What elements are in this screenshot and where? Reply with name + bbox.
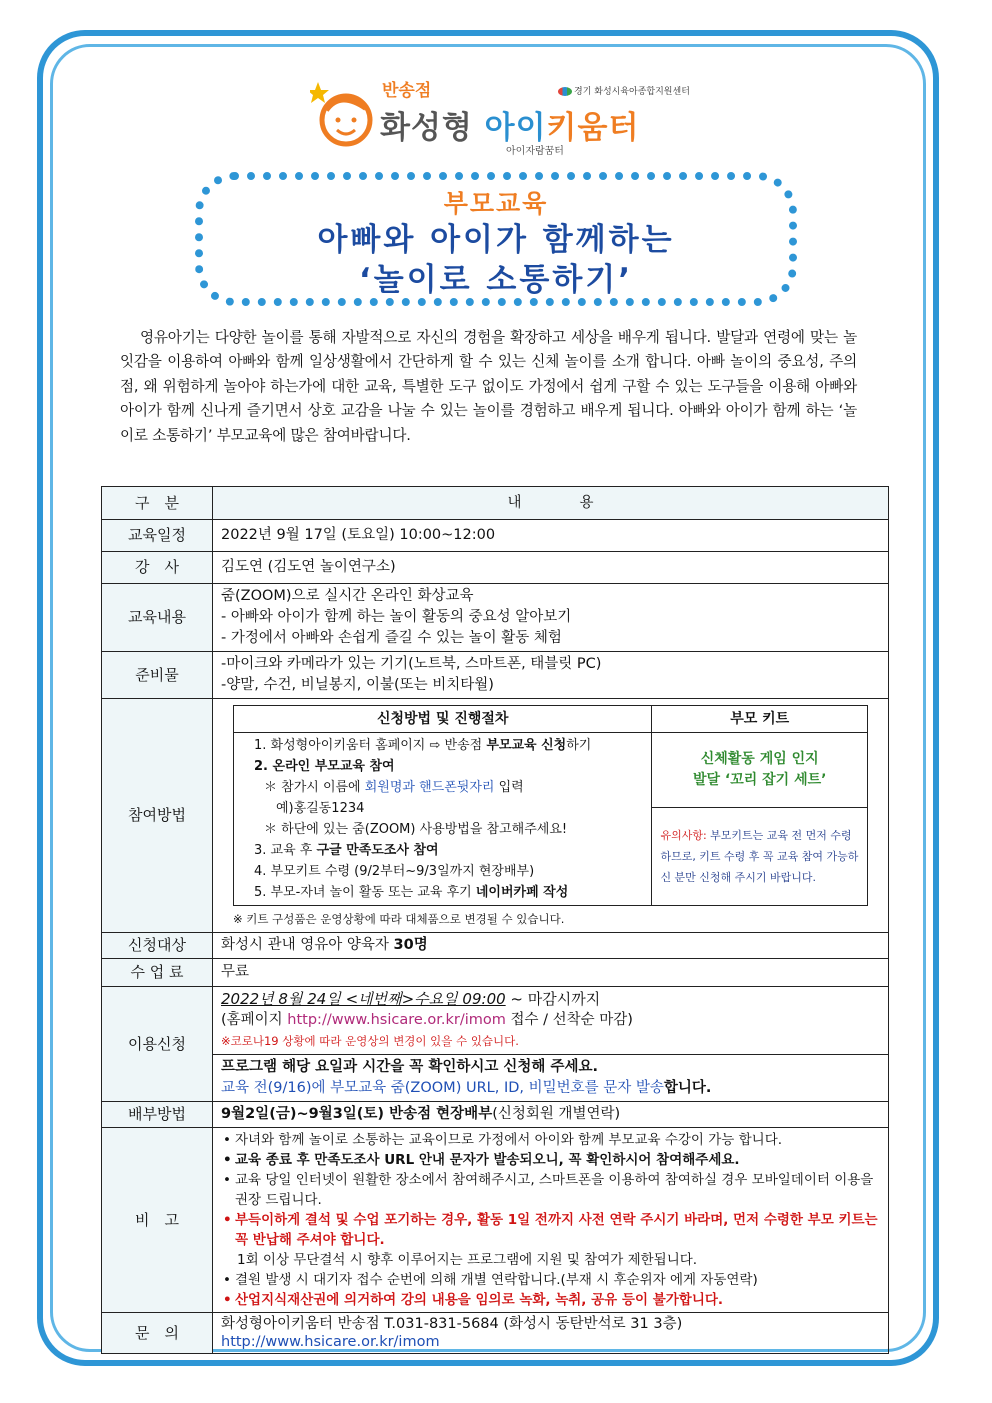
target-row: 신청대상 화성시 관내 영유아 양육자 30명 — [102, 933, 889, 959]
dist-row: 배부방법 9월2일(금)~9월3일(토) 반송점 현장배부(신청회원 개별연락) — [102, 1102, 889, 1128]
kit-name: 신체활동 게임 인지 발달 ‘꼬리 잡기 세트’ — [652, 733, 868, 808]
title-line2: ‘놀이로 소통하기’ — [359, 262, 633, 298]
kit-footnote: ※ 키트 구성품은 운영상황에 따라 대체품으로 변경될 수 있습니다. — [233, 912, 565, 926]
title-box — [195, 172, 797, 306]
apply-notice-row: 프로그램 해당 요일과 시간을 꼭 확인하시고 신청해 주세요. 교육 전(9/16)에 부모교육 줌(ZOOM) URL, ID, 비밀번호를 문자 발송합니다. — [102, 1055, 889, 1102]
title-line1: 아빠와 아이가 함께하는 — [317, 222, 675, 258]
center-name: 경기 화성시육아종합지원센터 — [558, 84, 690, 97]
logo — [310, 70, 690, 160]
logo-title: 화성형 아이키움터 — [380, 110, 640, 146]
title-sub: 부모교육 — [443, 189, 549, 218]
logo-subtitle: 아이자람꿈터 — [506, 146, 564, 157]
center-logo-icon — [558, 87, 572, 96]
method-row: 참여방법 신청방법 및 진행절차 부모 키트 1. 화성형아이키움터 홈페이지 ⇨ 반송점 부모교육 신청하기 2. 온라인 부모교육 참여 ＊ 참가시 이름에 회원명과 핸드폰뒷자리 입력 예)홍길동1234 ＊ 하단에 있는 줌(ZOOM) 사용방법을 참고해주세요! 3. 교육 후 구글 만족도조사 참여 4. 부모키트 수령 (9/2부터~9/3일까지 현장배부) 5. 부모-자녀 놀이 활동 또는 교육 후기 네이버카페 작성 신체활동 게임 인지 발달 ‘꼬리 잡기 세트’ 유의사항: 부모키트는 교육 전 먼저 수령하므로, 키트 수령 후 꼭 교육 참여 가능하신 분만 신청해 주시기 바랍니다. ※ 키트 구성품은 운영상황에 따라 대체품으로 변경될 수 있습니다. — [102, 699, 889, 933]
inquiry-row: 문 의 화성형아이키움터 반송점 T.031-831-5684 (화성시 동탄반석로 31 3층) http://www.hsicare.or.kr/imom — [102, 1313, 889, 1354]
kit-notice: 유의사항: 부모키트는 교육 전 먼저 수령하므로, 키트 수령 후 꼭 교육 참여 가능하신 분만 신청해 주시기 바랍니다. — [652, 808, 868, 906]
method-steps: 1. 화성형아이키움터 홈페이지 ⇨ 반송점 부모교육 신청하기 2. 온라인 부모교육 참여 ＊ 참가시 이름에 회원명과 핸드폰뒷자리 입력 예)홍길동1234 ＊ 하단에 있는 줌(ZOOM) 사용방법을 참고해주세요! 3. 교육 후 구글 만족도조사 참여 4. 부모키트 수령 (9/2부터~9/3일까지 현장배부) 5. 부모-자녀 놀이 활동 또는 교육 후기 네이버카페 작성 — [234, 733, 652, 906]
intro-paragraph: 영유아기는 다양한 놀이를 통해 자발적으로 자신의 경험을 확장하고 세상을 배우게 됩니다. 발달과 연령에 맞는 놀잇감을 이용하여 아빠와 함께 일상생활에서 간단하게 할 수 있는 신체 놀이를 소개 합니다. 아빠 놀이의 중요성, 주의점, 왜 위험하게 놀아야 하는가에 대한 교육, 특별한 도구 없이도 가정에서 쉽게 구할 수 있는 도구들을 이용해 아빠와 아이가 함께 신나게 즐기면서 상호 교감을 나눌 수 있는 놀이를 경험하고 배우게 됩니다. 아빠와 아이가 함께 하는 ‘놀이로 소통하기’ 부모교육에 많은 참여바랍니다. — [120, 329, 857, 444]
fee-row: 수 업 료 무료 — [102, 959, 889, 987]
lecturer-row: 강 사 김도연 (김도연 놀이연구소) — [102, 552, 889, 584]
inquiry-link[interactable]: http://www.hsicare.or.kr/imom — [221, 1334, 440, 1350]
child-face-icon — [310, 80, 380, 150]
apply-row: 이용신청 2022년 8월 24일 <네번째>수요일 09:00 ~ 마감시까지 (홈페이지 http://www.hsicare.or.kr/imom 접수 / 선착순 마감) ※코로나19 상황에 따라 운영상의 변경이 있을 수 있습니다. — [102, 987, 889, 1055]
date-row: 교육일정 2022년 9월 17일 (토요일) 10:00~12:00 — [102, 520, 889, 552]
notes-row: 비 고 • 자녀와 함께 놀이로 소통하는 교육이므로 가정에서 아이와 함께 부모교육 수강이 가능 합니다. • 교육 종료 후 만족도조사 URL 안내 문자가 발송되오니, 꼭 확인하시어 참여해주세요. • 교육 당일 인터넷이 원활한 장소에서 참여해주시고, 스마트폰을 이용하여 참여하실 경우 모바일데이터 이용을 권장 드립니다. • 부득이하게 결석 및 수업 포기하는 경우, 활동 1일 전까지 사전 연락 주시기 바라며, 먼저 수령한 부모 키트는 꼭 반납해 주셔야 합니다. 1회 이상 무단결석 시 향후 이루어지는 프로그램에 지원 및 참여가 제한됩니다. • 결원 발생 시 대기자 접수 순번에 의해 개별 연락합니다.(부재 시 후순위자 에게 자동연락) • 산업지식재산권에 의거하여 강의 내용을 임의로 녹화, 녹취, 공유 등이 불가합니다. — [102, 1128, 889, 1313]
table-header-row: 구 분 내 용 — [102, 487, 889, 520]
homepage-link[interactable]: http://www.hsicare.or.kr/imom — [287, 1012, 506, 1028]
prep-row: 준비물 -마이크와 카메라가 있는 기기(노트북, 스마트폰, 태블릿 PC) -양말, 수건, 비닐봉지, 이불(또는 비치타월) — [102, 652, 889, 699]
content-row: 교육내용 줌(ZOOM)으로 실시간 온라인 화상교육 - 아빠와 아이가 함께 하는 놀이 활동의 중요성 알아보기 - 가정에서 아빠와 손쉽게 즐길 수 있는 놀이 활동 체험 — [102, 584, 889, 652]
method-inner-table: 신청방법 및 진행절차 부모 키트 1. 화성형아이키움터 홈페이지 ⇨ 반송점 부모교육 신청하기 2. 온라인 부모교육 참여 ＊ 참가시 이름에 회원명과 핸드폰뒷자리 입력 예)홍길동1234 ＊ 하단에 있는 줌(ZOOM) 사용방법을 참고해주세요! 3. 교육 후 구글 만족도조사 참여 4. 부모키트 수령 (9/2부터~9/3일까지 현장배부) 5. 부모-자녀 놀이 활동 또는 교육 후기 네이버카페 작성 신체활동 게임 인지 발달 ‘꼬리 잡기 세트’ 유의사항: 부모키트는 교육 전 먼저 수령하므로, 키트 수령 후 꼭 교육 참여 가능하신 분만 신청해 주시기 바랍니다. — [233, 705, 868, 906]
info-table — [101, 486, 889, 1354]
logo-branch: 반송점 — [382, 81, 432, 101]
